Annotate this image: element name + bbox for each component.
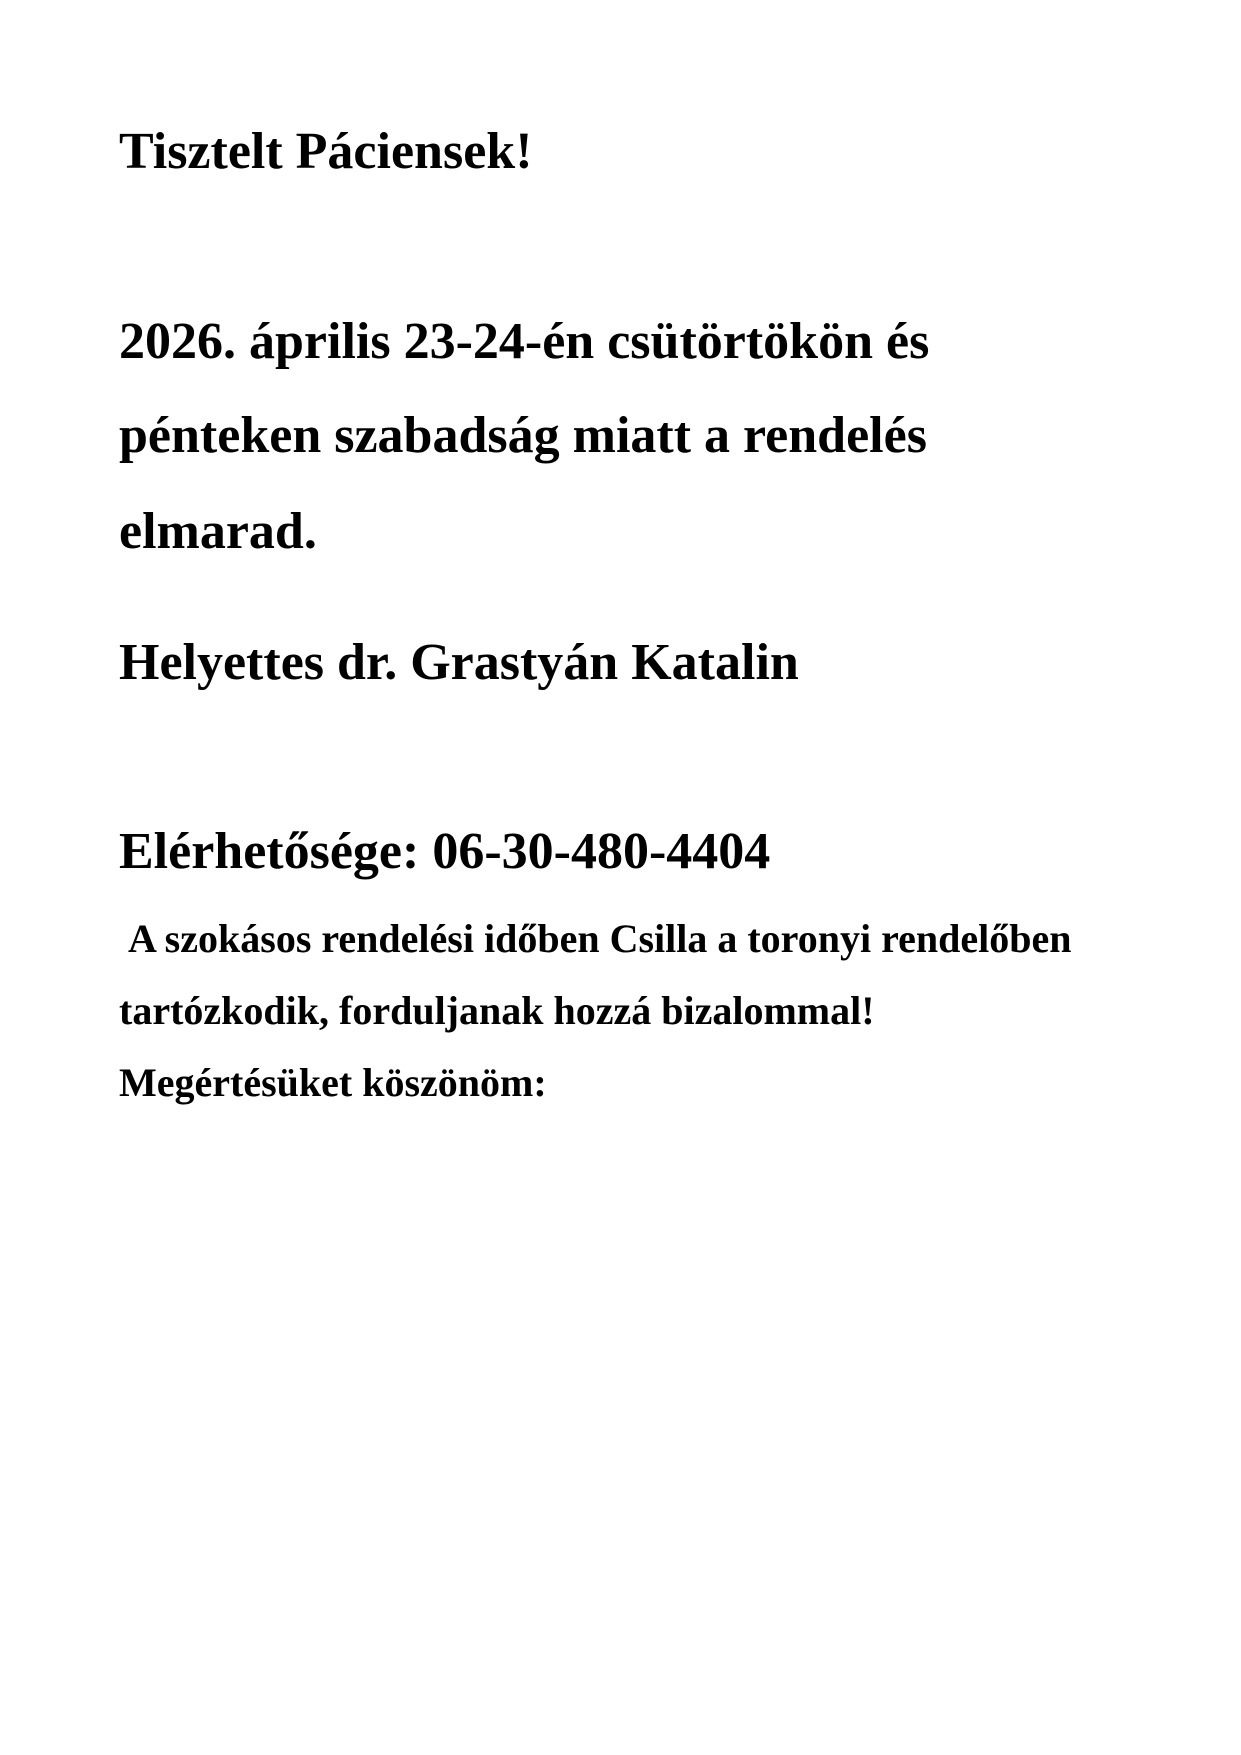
contact-phone: Elérhetősége: 06-30-480-4404 <box>119 823 771 880</box>
closing-text: Megértésüket köszönöm: <box>119 1060 547 1105</box>
announcement-line: elmarad. <box>119 503 317 560</box>
info-line: tartózkodik, forduljanak hozzá bizalommal! <box>119 988 875 1033</box>
greeting-heading: Tisztelt Páciensek! <box>119 123 533 180</box>
announcement-line: pénteken szabadság miatt a rendelés <box>119 407 927 464</box>
substitute-doctor: Helyettes dr. Grastyán Katalin <box>119 634 799 691</box>
info-line: A szokásos rendelési időben Csilla a toronyi rendelőben <box>128 916 1072 961</box>
announcement-line: 2026. április 23-24-én csütörtökön és <box>119 313 930 370</box>
